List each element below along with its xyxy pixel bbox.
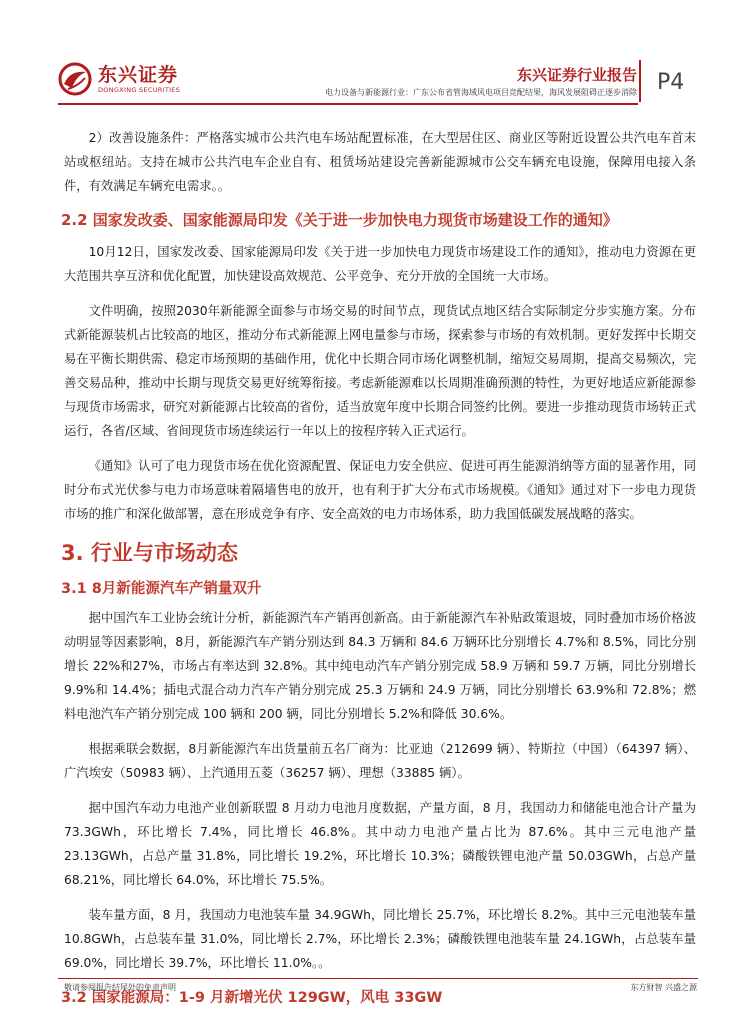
- logo-chinese-name: 东兴证券: [98, 63, 179, 86]
- footer-disclaimer: 敬请参阅报告结尾处的免责声明: [64, 983, 176, 992]
- header-divider: [639, 60, 641, 102]
- section-heading-3: 3. 行业与市场动态: [61, 541, 238, 565]
- page-header: [0, 0, 755, 110]
- section-heading-3-1: 3.1 8月新能源汽车产销量双升: [61, 581, 262, 597]
- section-heading-2-2: 2.2 国家发改委、国家能源局印发《关于进一步加快电力现货市场建设工作的通知》: [61, 211, 618, 229]
- company-logo: [58, 62, 180, 96]
- paragraph: 10月12日，国家发改委、国家能源局印发《关于进一步加快电力现货市场建设工作的通知》，推动电力资源在更大范围共享互济和优化配置，加快建设高效规范、公平竞争、充分开放的全国统一大市场。: [64, 245, 696, 283]
- page-number: P4: [657, 70, 685, 95]
- paragraph: 根据乘联会数据，8月新能源汽车出货量前五名厂商为：比亚迪（212699 辆）、特斯拉（中国）（64397 辆）、广汽埃安（50983 辆）、上汽通用五菱（36257 辆）、理想（33885 辆）。: [64, 742, 696, 780]
- paragraph: 装车量方面，8 月，我国动力电池装车量 34.9GWh，同比增长 25.7%，环比增长 8.2%。其中三元电池装车量 10.8GWh，占总装车量 31.0%，同比增长 2.7%，环比增长 2.3%；磷酸铁锂电池装车量 24.1GWh，占总装车量 69.0%，同比增长 39.7%，环比增长 11.0%。。: [64, 908, 696, 970]
- paragraph: 据中国汽车工业协会统计分析，新能源汽车产销再创新高。由于新能源汽车补贴政策退坡，同时叠加市场价格波动明显等因素影响，8月，新能源汽车产销分别达到 84.3 万辆和 84.6 万辆环比分别增长 4.7%和 8.5%，同比分别增长 22%和27%，市场占有率达到 32.8%。其中纯电动汽车产销分别完成 58.9 万辆和 59.7 万辆，同比分别增长 9.9%和 14.4%；插电式混合动力汽车产销分别完成 25.3 万辆和 24.9 万辆，同比分别增长 63.9%和 72.8%；燃料电池汽车产销分别完成 100 辆和 200 辆，同比分别增长 5.2%和降低 30.6%。: [64, 611, 696, 721]
- footer-slogan: 东方财智 兴盛之源: [630, 983, 697, 992]
- logo-swirl-icon: [58, 62, 92, 96]
- footer-rule: [58, 978, 698, 979]
- report-type-label: 东兴证券行业报告: [516, 66, 637, 84]
- main-content: [61, 126, 696, 1015]
- report-subtitle: 电力设备与新能源行业：广东公布省管海域风电项目竞配结果，海风发展阻碍正逐步消除: [325, 88, 637, 97]
- paragraph: 据中国汽车动力电池产业创新联盟 8 月动力电池月度数据，产量方面，8 月，我国动力和储能电池合计产量为 73.3GWh，环比增长 7.4%，同比增长 46.8%。其中动力电池产量占比为 87.6%。其中三元电池产量 23.13GWh，占总产量 31.8%，同比增长 19.2%，环比增长 10.3%；磷酸铁锂电池产量 50.03GWh，占总产量 68.21%，同比增长 64.0%，环比增长 75.5%。: [64, 801, 696, 887]
- paragraph: 2）改善设施条件：严格落实城市公共汽电车场站配置标准，在大型居住区、商业区等附近设置公共汽电车首末站或枢纽站。支持在城市公共汽电车企业自有、租赁场站建设完善新能源城市公交车辆充电设施，保障用电接入条件，有效满足车辆充电需求。。: [64, 131, 696, 193]
- logo-english-name: DONGXING SECURITIES: [98, 85, 181, 94]
- paragraph: 《通知》认可了电力现货市场在优化资源配置、保证电力安全供应、促进可再生能源消纳等方面的显著作用，同时分布式光伏参与电力市场意味着隔墙售电的放开，也有利于扩大分布式市场规模。《通知》通过对下一步电力现货市场的推广和深化做部署，意在形成竞争有序、安全高效的电力市场体系，助力我国低碳发展战略的落实。: [64, 459, 696, 521]
- paragraph: 文件明确，按照2030年新能源全面参与市场交易的时间节点，现货试点地区结合实际制定分步实施方案。分布式新能源装机占比较高的地区，推动分布式新能源上网电量参与市场，探索参与市场的有效机制。更好发挥中长期交易在平衡长期供需、稳定市场预期的基础作用，优化中长期合同市场化调整机制，缩短交易周期，提高交易频次，完善交易品种，推动中长期与现货交易更好统筹衔接。考虑新能源难以长周期准确预测的特性，为更好地适应新能源参与现货市场需求，研究对新能源占比较高的省份，适当放宽年度中长期合同签约比例。要进一步推动现货市场转正式运行，各省/区域、省间现货市场连续运行一年以上的按程序转入正式运行。: [64, 304, 696, 438]
- section-heading-3-2: 3.2 国家能源局：1-9 月新增光伏 129GW，风电 33GW: [61, 990, 443, 1006]
- header-rule: [58, 103, 638, 105]
